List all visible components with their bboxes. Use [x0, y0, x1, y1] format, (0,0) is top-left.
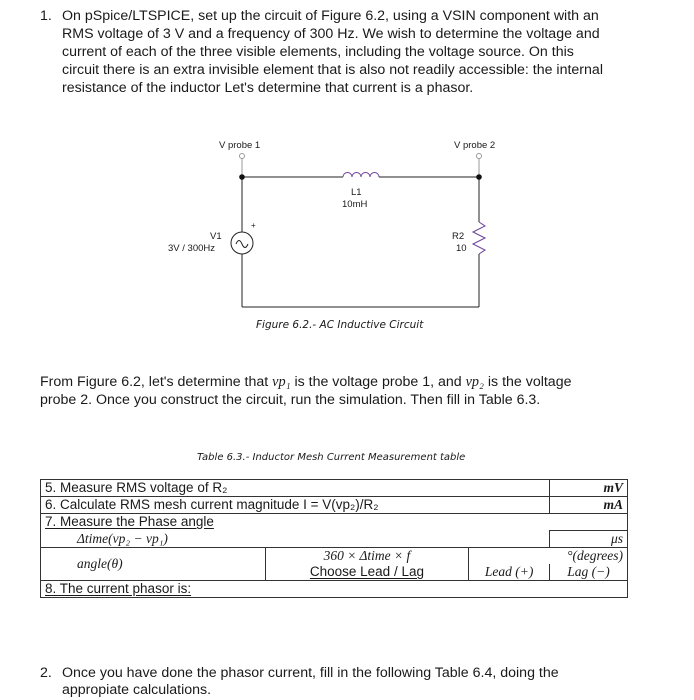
table-row — [41, 548, 628, 565]
vp1-symbol: vp₁ — [272, 374, 291, 390]
lead-option[interactable]: Lead (+) — [469, 564, 550, 581]
source-plus: + — [251, 221, 256, 230]
q2-number: 2. — [40, 665, 52, 681]
voltage-source — [231, 232, 253, 254]
probe-1-label: V probe 1 — [219, 140, 261, 151]
angle-label: angle(θ) — [41, 548, 266, 581]
inductor-name: L1 — [351, 187, 362, 198]
table-row — [41, 480, 628, 497]
table-row — [41, 497, 628, 514]
vp2-symbol: vp₂ — [465, 374, 484, 390]
figure-caption: Figure 6.2.- AC Inductive Circuit — [256, 319, 424, 331]
q1-line-4: circuit there is an extra invisible element that is also not readily accessible: the internal — [62, 62, 603, 78]
table-row — [41, 531, 628, 548]
table-row — [41, 514, 628, 531]
source-name: V1 — [210, 231, 222, 242]
sine-symbol — [236, 241, 248, 248]
row6-label: 6. Calculate RMS mesh current magnitude I = V(vp₂)/R₂ — [41, 497, 550, 514]
q1-line-5: resistance of the inductor Let's determine that current is a phasor. — [62, 80, 474, 96]
resistor-name: R2 — [452, 231, 465, 242]
angle-unit[interactable]: °(degrees) — [469, 548, 628, 565]
measurement-table — [40, 479, 628, 598]
q2-line-2: appropiate calculations. — [62, 682, 212, 698]
para2-line-2: probe 2. Once you construct the circuit, run the simulation. Then fill in Table 6.3. — [40, 392, 541, 408]
row8-label: 8. The current phasor is: — [41, 581, 628, 598]
table-row — [41, 581, 628, 598]
probe-2-tip — [477, 154, 482, 159]
q1-line-3: current of each of the three visible elements, including the voltage source. On this — [62, 44, 574, 60]
node-dot-right — [476, 174, 482, 180]
source-value: 3V / 300Hz — [168, 243, 215, 254]
inductor-coil — [343, 173, 379, 178]
q1-line-2: RMS voltage of 3 V and a frequency of 300 Hz. We wish to determine the voltage and — [62, 26, 600, 42]
resistor-value: 10 — [456, 243, 467, 254]
q2-line-1: Once you have done the phasor current, fill in the following Table 6.4, doing the — [62, 665, 559, 681]
row5-label: 5. Measure RMS voltage of R₂ — [41, 480, 550, 497]
dtime-unit[interactable]: μs — [550, 531, 628, 548]
para2-line-1: From Figure 6.2, let's determine that vp₁ is the voltage probe 1, and vp₂ is the voltage — [40, 374, 572, 390]
angle-choose[interactable]: Choose Lead / Lag — [265, 564, 469, 581]
row7-label: 7. Measure the Phase angle — [41, 514, 628, 531]
resistor-zigzag — [473, 222, 485, 254]
angle-formula: 360 × Δtime × f — [265, 548, 469, 565]
q1-line-1: On pSpice/LTSPICE, set up the circuit of Figure 6.2, using a VSIN component with an — [62, 8, 599, 24]
node-dot-left — [239, 174, 245, 180]
row6-unit[interactable]: mA — [550, 497, 628, 514]
lag-option[interactable]: Lag (−) — [550, 564, 628, 581]
table-caption: Table 6.3.- Inductor Mesh Current Measurement table — [197, 452, 466, 463]
probe-1-tip — [240, 154, 245, 159]
dtime-label: Δtime(vp₂ − vp₁) — [41, 531, 550, 548]
inductor-value: 10mH — [342, 199, 368, 210]
probe-2-label: V probe 2 — [454, 140, 496, 151]
row5-unit[interactable]: mV — [550, 480, 628, 497]
q1-number: 1. — [40, 8, 52, 24]
